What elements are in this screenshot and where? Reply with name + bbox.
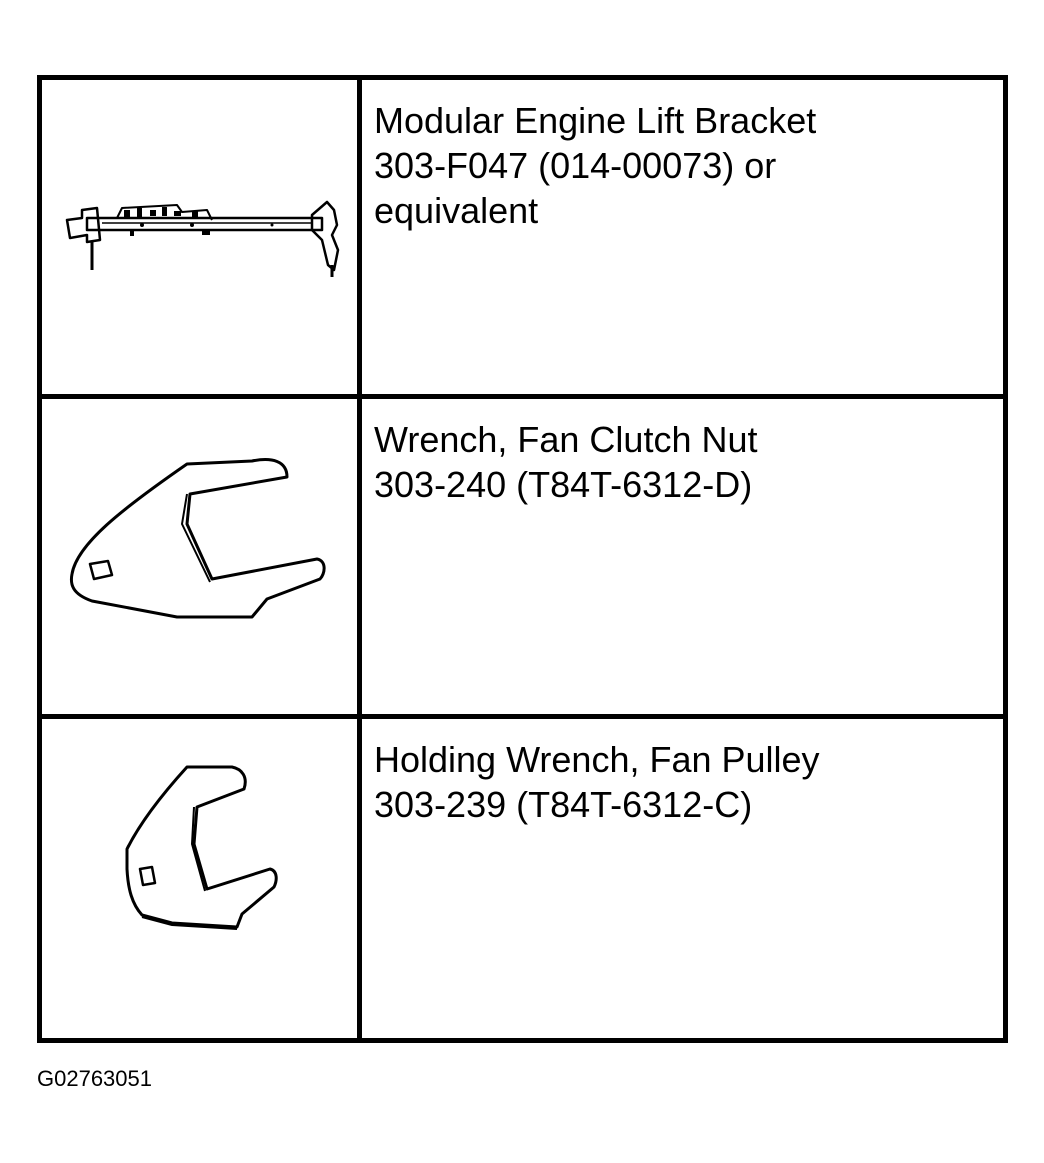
tool-description-cell	[362, 399, 1003, 718]
tool-description-cell	[362, 80, 1003, 399]
fan-pulley-holding-wrench-icon	[42, 719, 357, 1036]
tool-number: 303-F047 (014-00073) or	[374, 145, 777, 186]
tool-illustration-cell	[42, 719, 362, 1038]
figure-id: G02763051	[37, 1066, 152, 1091]
fan-clutch-nut-wrench-icon	[42, 399, 357, 716]
tool-description-cell	[362, 719, 1003, 1038]
tool-name: Modular Engine Lift Bracket	[374, 100, 817, 141]
tool-name: Holding Wrench, Fan Pulley	[374, 738, 820, 780]
tool-illustration-cell	[42, 80, 362, 399]
tool-note: equivalent	[374, 190, 539, 231]
special-tools-table	[37, 75, 1008, 1043]
tool-number: 303-240 (T84T-6312-D)	[374, 464, 753, 506]
tool-illustration-cell	[42, 399, 362, 718]
tool-number: 303-239 (T84T-6312-C)	[374, 783, 753, 825]
tool-name: Wrench, Fan Clutch Nut	[374, 419, 758, 461]
engine-lift-bracket-icon	[42, 80, 357, 397]
